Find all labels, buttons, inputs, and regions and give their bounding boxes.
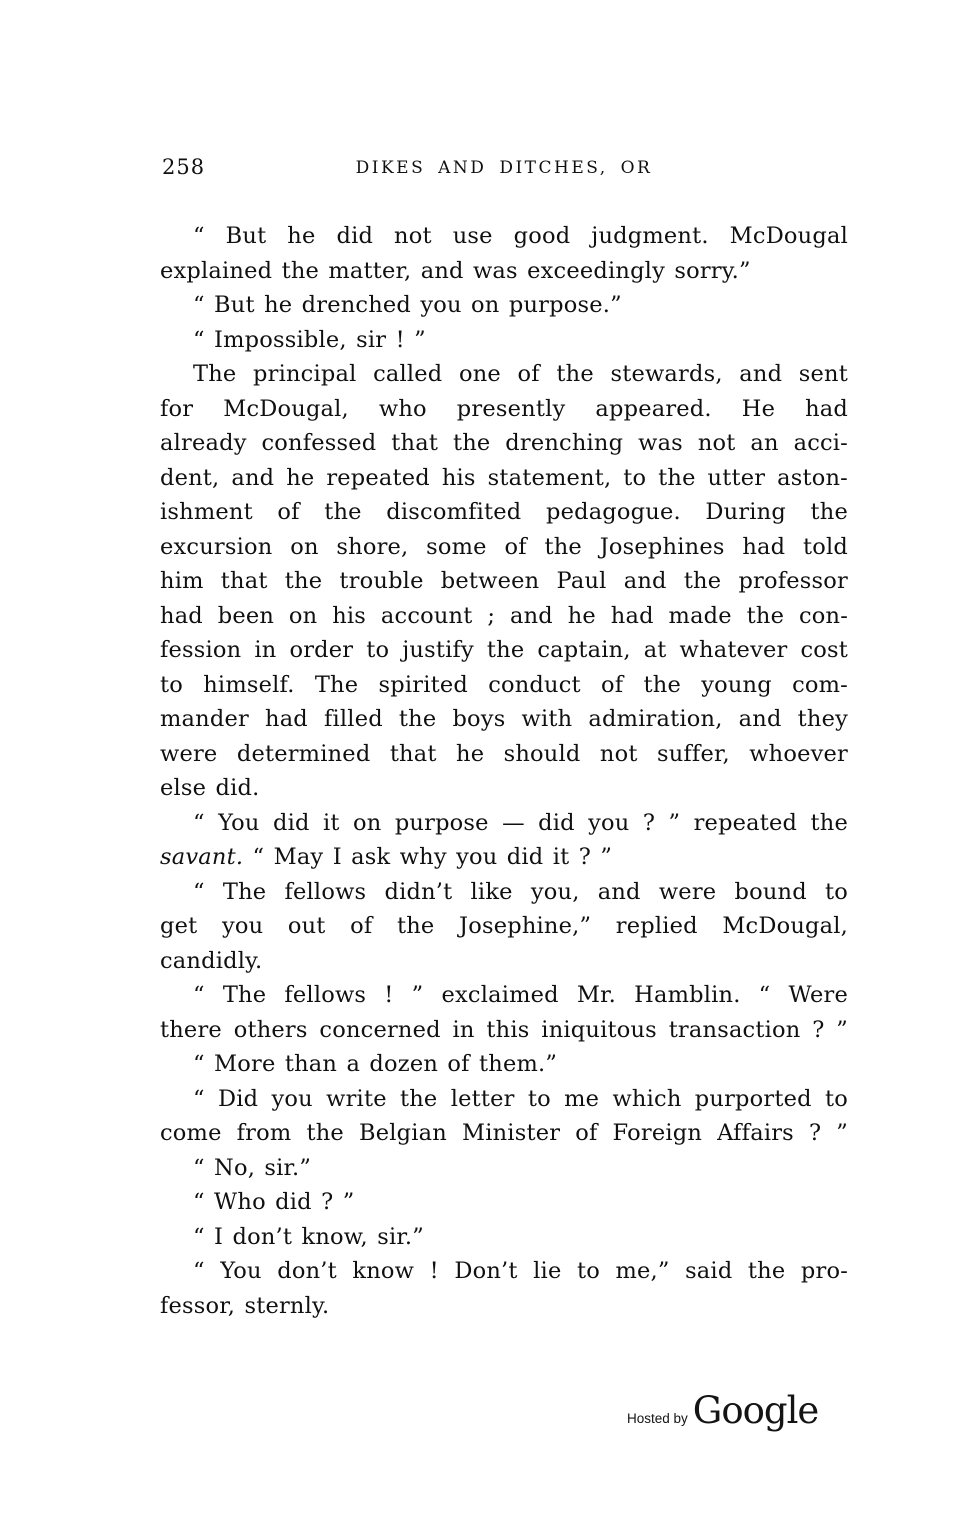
text-block — [160, 219, 848, 1323]
paragraph-line: come from the Belgian Minister of Foreign Affairs ? ” — [160, 1120, 848, 1146]
line-continuation: “ May I ask why you did it ? ” — [243, 844, 613, 870]
paragraph — [160, 1254, 848, 1323]
paragraph-line: “ You did it on purpose — did you ? ” repeated the — [193, 809, 848, 836]
page-number: 258 — [162, 155, 206, 179]
watermark — [627, 1389, 819, 1432]
paragraph-line: dent, and he repeated his statement, to the utter aston- — [160, 464, 848, 491]
paragraph — [160, 219, 848, 288]
running-title: DIKES AND DITCHES, OR — [355, 158, 653, 178]
paragraph — [160, 978, 848, 1047]
paragraph-line: “ But he did not use good judgment. McDougal — [193, 223, 848, 249]
paragraph — [160, 1082, 848, 1151]
paragraph-line: excursion on shore, some of the Josephines had told — [160, 533, 848, 560]
paragraph-line: for McDougal, who presently appeared. He had — [160, 395, 848, 422]
paragraph-line: him that the trouble between Paul and the professor — [160, 568, 848, 594]
paragraph-line — [160, 840, 848, 875]
paragraph — [160, 806, 848, 875]
paragraph-line: had been on his account ; and he had made the con- — [160, 602, 848, 629]
paragraph — [160, 875, 848, 979]
paragraph-line: “ Impossible, sir ! ” — [193, 326, 426, 353]
paragraph-line: were determined that he should not suffer, whoever — [160, 740, 848, 767]
italic-word: savant. — [160, 844, 244, 870]
paragraph-line: “ More than a dozen of them.” — [193, 1051, 558, 1077]
paragraph-line: The principal called one of the stewards, and sent — [193, 361, 848, 387]
paragraph-line: explained the matter, and was exceedingly sorry.” — [160, 257, 751, 284]
paragraph-line: “ The fellows ! ” exclaimed Mr. Hamblin. “ Were — [193, 982, 848, 1008]
paragraph-line: fession in order to justify the captain, at whatever cost — [160, 637, 848, 663]
paragraph-line: “ The fellows didn’t like you, and were bound to — [193, 878, 848, 905]
paragraph-line: get you out of the Josephine,” replied McDougal, — [160, 913, 848, 939]
paragraph-line: mander had filled the boys with admiration, and they — [160, 706, 848, 732]
paragraph — [160, 1151, 848, 1186]
paragraph-line: “ No, sir.” — [193, 1154, 312, 1181]
paragraph-line: else did. — [160, 775, 260, 801]
paragraph-line: to himself. The spirited conduct of the young com- — [160, 671, 848, 698]
paragraph-line: there others concerned in this iniquitous transaction ? ” — [160, 1016, 848, 1043]
paragraph-line: already confessed that the drenching was not an acci- — [160, 430, 848, 456]
paragraph-line: “ You don’t know ! Don’t lie to me,” said the pro- — [193, 1258, 848, 1284]
running-head — [160, 152, 848, 184]
paragraph-line: fessor, sternly. — [160, 1292, 330, 1319]
paragraph-line: “ I don’t know, sir.” — [193, 1223, 424, 1250]
paragraph-line: “ Who did ? ” — [193, 1189, 355, 1215]
paragraph — [160, 1185, 848, 1220]
paragraph — [160, 1047, 848, 1082]
paragraph-line: ishment of the discomfited pedagogue. During the — [160, 499, 848, 525]
paragraph-line: candidly. — [160, 947, 263, 974]
paragraph — [160, 323, 848, 358]
google-logo: Google — [692, 1389, 819, 1432]
paragraph — [160, 288, 848, 323]
hosted-by-label: Hosted by — [627, 1411, 688, 1426]
paragraph-line: “ But he drenched you on purpose.” — [193, 292, 622, 318]
paragraph — [160, 1220, 848, 1255]
paragraph-line: “ Did you write the letter to me which purported to — [193, 1085, 848, 1112]
paragraph — [160, 357, 848, 806]
